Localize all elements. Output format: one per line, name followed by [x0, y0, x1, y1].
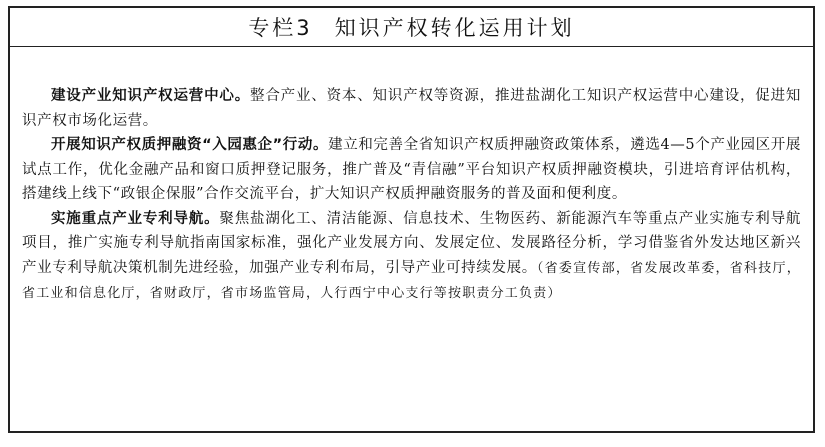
paragraph-patent-navigation [22, 207, 801, 307]
box-content [22, 84, 801, 307]
box-title: 知识产权转化运用计划 [334, 16, 575, 40]
box-number: 专栏3 [248, 16, 313, 40]
paragraph-lead: 建设产业知识产权运营中心。 [51, 88, 251, 104]
feature-box [8, 6, 815, 433]
paragraph-body: 聚焦盐湖化工、清洁能源、信息技术、生物医药、新能源汽车等重点产业实施专利导航项目，推广实施专利导航指南国家标准，强化产业发展方向、发展定位、发展路径分析，学习借鉴省外发达地区新兴产业专利导航决策机制先进经验，加强产业专利布局，引导产业可持续发展。 [22, 210, 801, 276]
paragraph-body: 建立和完善全省知识产权质押融资政策体系，遴选4—5个产业园区开展试点工作，优化金融产品和窗口质押登记服务，推广普及“青信融”平台知识产权质押融资模块，引进培育评估机构，搭建线上线下“政银企保服”合作交流平台，扩大知识产权质押融资服务的普及面和便利度。 [22, 137, 801, 202]
paragraph-lead: 实施重点产业专利导航。 [51, 210, 220, 227]
responsibility-note: （省委宣传部，省发展改革委，省科技厅，省工业和信息化厅，省财政厅，省市场监管局，人行西宁中心支行等按职责分工负责） [22, 260, 801, 301]
paragraph-lead: 开展知识产权质押融资“入园惠企”行动。 [51, 137, 329, 153]
paragraph-body: 整合产业、资本、知识产权等资源，推进盐湖化工知识产权运营中心建设，促进知识产权市场化运营。 [22, 88, 801, 129]
paragraph-pledge-financing [22, 133, 801, 207]
paragraph-ip-operation-center [22, 84, 801, 133]
box-header [10, 8, 813, 47]
